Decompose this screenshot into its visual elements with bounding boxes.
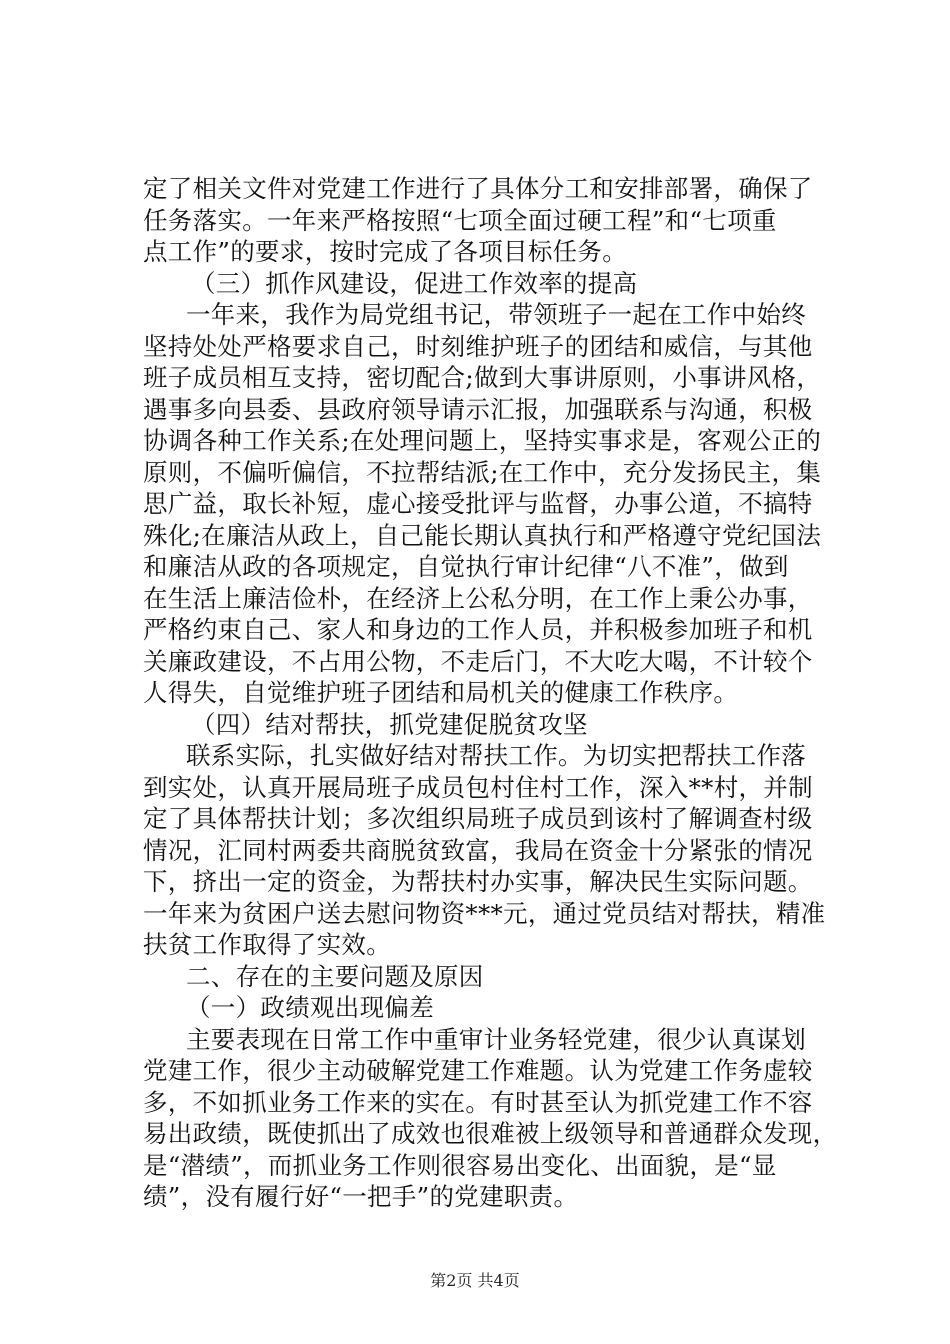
text-line: 人得失，自觉维护班子团结和局机关的健康工作秩序。: [143, 678, 739, 707]
text-line: 一年来，我作为局党组书记，带领班子一起在工作中始终: [186, 300, 806, 329]
text-line: 关廉政建设，不占用公物，不走后门，不大吃大喝，不计较个: [143, 646, 813, 676]
text-line: 是“潜绩”，而抓业务工作则很容易出变化、出面貌，是“显: [143, 1150, 777, 1180]
text-line: 遇事多向县委、县政府领导请示汇报，加强联系与沟通，积极: [143, 394, 813, 424]
text-line: 严格约束自己、家人和身边的工作人员，并积极参加班子和机: [143, 615, 813, 644]
text-line: 二、存在的主要问题及原因: [186, 961, 484, 991]
text-line: 党建工作，很少主动破解党建工作难题。认为党建工作务虚较: [143, 1056, 813, 1085]
document-body: [143, 173, 843, 1213]
text-line: 多，不如抓业务工作来的实在。有时甚至认为抓党建工作不容: [143, 1087, 813, 1117]
text-line: （四）结对帮扶，抓党建促脱贫攻坚: [191, 709, 588, 739]
text-line: 点工作”的要求，按时完成了各项目标任务。: [143, 237, 628, 266]
text-line: 坚持处处严格要求自己，时刻维护班子的团结和威信，与其他: [143, 331, 813, 361]
text-line: 原则，不偏听偏信，不拉帮结派;在工作中，充分发扬民主，集: [143, 457, 822, 487]
page-footer: 第2页 共4页: [430, 1271, 520, 1290]
text-line: 定了相关文件对党建工作进行了具体分工和安排部署，确保了: [143, 174, 813, 203]
text-line: 协调各种工作关系;在处理问题上，坚持实事求是，客观公正的: [143, 426, 822, 455]
text-line: 一年来为贫困户送去慰问物资***元，通过党员结对帮扶，精准: [143, 898, 826, 928]
text-line: 班子成员相互支持，密切配合;做到大事讲原则，小事讲风格，: [143, 363, 822, 392]
text-line: 绩”，没有履行好“一把手”的党建职责。: [143, 1182, 579, 1211]
text-line: 思广益，取长补短，虚心接受批评与监督，办事公道，不搞特: [143, 489, 813, 518]
text-line: （三）抓作风建设，促进工作效率的提高: [191, 268, 638, 298]
text-line: 任务落实。一年来严格按照“七项全面过硬工程”和“七项重: [143, 205, 777, 235]
text-line: 定了具体帮扶计划；多次组织局班子成员到该村了解调查村级: [143, 804, 813, 833]
text-line: 情况，汇同村两委共商脱贫致富，我局在资金十分紧张的情况: [143, 835, 813, 865]
text-line: 到实处，认真开展局班子成员包村住村工作，深入**村，并制: [143, 772, 813, 802]
text-line: 联系实际，扎实做好结对帮扶工作。为切实把帮扶工作落: [186, 741, 806, 770]
text-line: 扶贫工作取得了实效。: [143, 930, 391, 959]
text-line: 殊化;在廉洁从政上，自己能长期认真执行和严格遵守党纪国法: [143, 520, 822, 550]
text-line: 在生活上廉洁俭朴，在经济上公私分明，在工作上秉公办事，: [143, 583, 813, 613]
text-line: 下，挤出一定的资金，为帮扶村办实事，解决民生实际问题。: [143, 867, 813, 896]
text-line: 易出政绩，既使抓出了成效也很难被上级领导和普通群众发现，: [143, 1119, 838, 1148]
text-line: 主要表现在日常工作中重审计业务轻党建，很少认真谋划: [186, 1024, 806, 1054]
text-line: 和廉洁从政的各项规定，自觉执行审计纪律“八不准”，做到: [143, 552, 789, 581]
text-line: （一）政绩观出现偏差: [186, 993, 434, 1022]
